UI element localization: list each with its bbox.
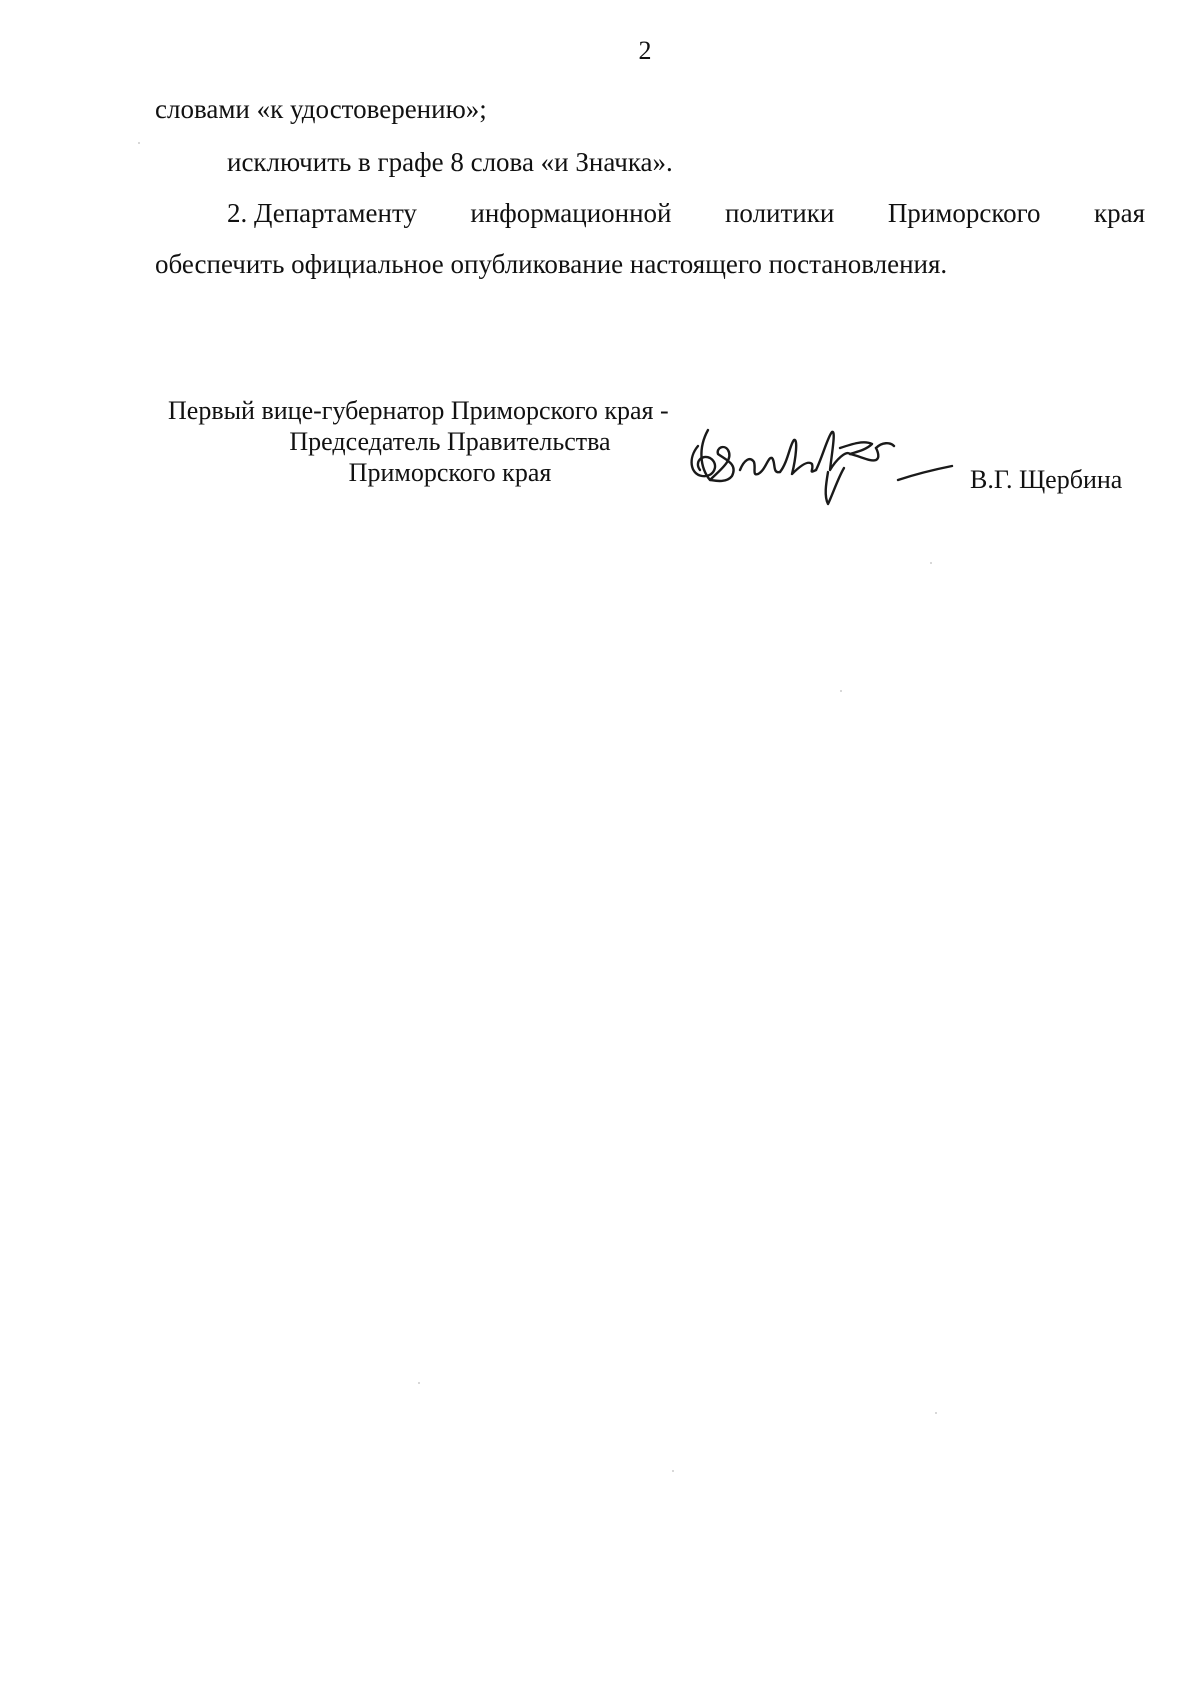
paragraph-line-1: словами «к удостоверению»; xyxy=(155,94,487,124)
paragraph-word: информационной xyxy=(470,198,672,228)
handwritten-signature-icon xyxy=(680,418,960,518)
paragraph-line-4: обеспечить официальное опубликование настоящего постановления. xyxy=(155,249,948,279)
paragraph-word: политики xyxy=(724,198,835,228)
paragraph-word: края xyxy=(1093,198,1145,228)
scan-speck xyxy=(935,1412,937,1414)
paragraph-line-3 xyxy=(227,197,1145,229)
paragraph-word: 2. Департаменту xyxy=(227,198,417,228)
scan-speck xyxy=(930,562,932,564)
scan-speck xyxy=(418,1382,420,1384)
signatory-title-line-1: Первый вице-губернатор Приморского края - xyxy=(168,396,669,425)
signatory-title-block xyxy=(150,395,750,488)
scan-speck xyxy=(840,690,842,692)
page-number: 2 xyxy=(638,36,652,65)
signatory-title-line-2: Председатель Правительства xyxy=(289,427,611,456)
signatory-title-line-3: Приморского края xyxy=(348,458,552,487)
paragraph-word: Приморского xyxy=(887,198,1041,228)
signer-name: В.Г. Щербина xyxy=(970,465,1123,494)
paragraph-line-2: исключить в графе 8 слова «и Значка». xyxy=(227,147,673,177)
scan-speck xyxy=(672,1470,674,1472)
scan-speck xyxy=(138,142,140,144)
